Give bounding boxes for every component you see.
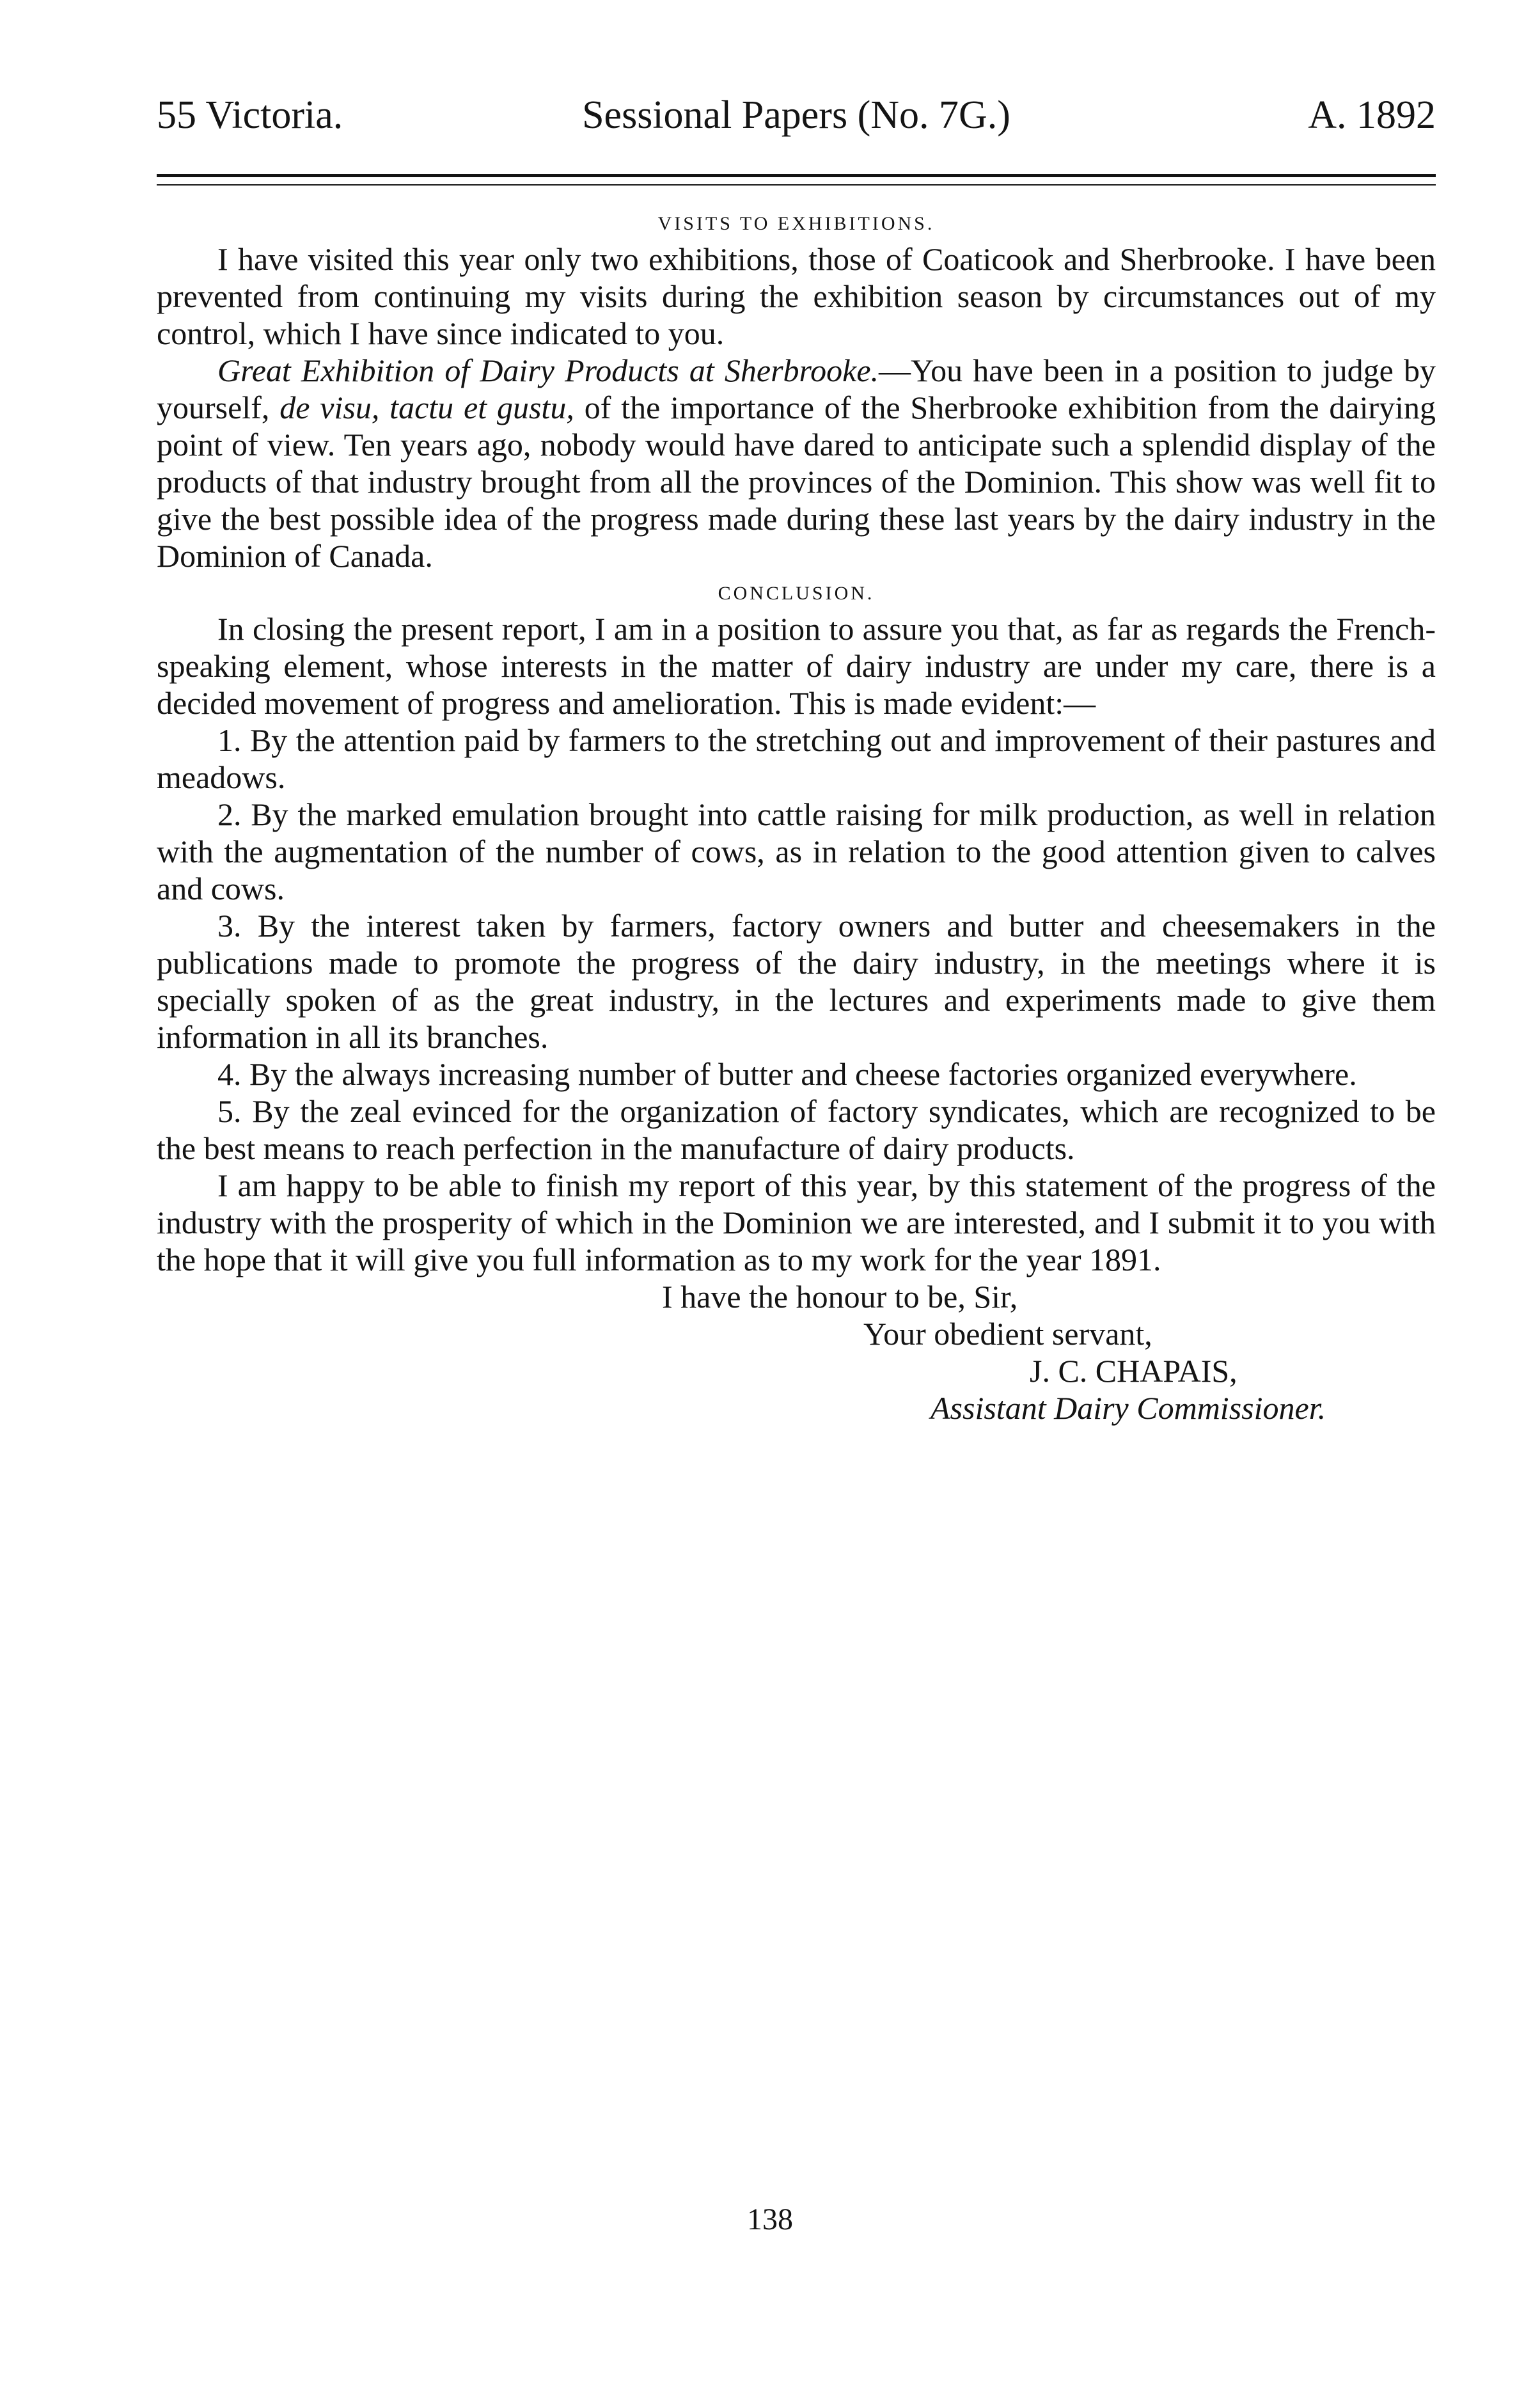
- header-volume: 55 Victoria.: [157, 93, 343, 137]
- paragraph-final: I am happy to be able to finish my report of this year, by this statement of the progress of the industry with the prosperity of which in the Dominion we are interested, and I submit it to you with the hope that it will give you full information as to my work for the year 1891.: [157, 1167, 1436, 1277]
- paragraph-sherbrooke: [157, 352, 1436, 574]
- list-item-4: 4. By the always increasing number of butter and cheese factories organized everywhere.: [217, 1056, 1357, 1092]
- closing-servant: Your obedient servant,: [863, 1316, 1152, 1352]
- page-number: 138: [747, 2202, 793, 2236]
- closing-salutation: I have the honour to be, Sir,: [662, 1279, 1018, 1315]
- header-rule-thin: [157, 184, 1436, 186]
- list-item-3: 3. By the interest taken by farmers, factory owners and butter and cheesemakers in the publications made to promote the progress of the dairy industry, in the meetings where it is specially spoken of as the great industry, in the lectures and experiments made to give them information in all its branches.: [157, 908, 1436, 1055]
- sherbrooke-text-a: —You have been in a position to judge by yourself,: [157, 352, 1436, 425]
- sherbrooke-title: Great Exhibition of Dairy Products at Sherbrooke.: [217, 352, 879, 388]
- report-body: [157, 205, 1436, 1427]
- sherbrooke-text-b: of the importance of the Sherbrooke exhibition from the dairying point of view. Ten years ago, nobody would have dared to anticipate such a splendid display of the products of that industry brought from all the provinces of the Dominion. This show was well fit to give the best possible idea of the progress made during these last years by the dairy industry in the Dominion of Canada.: [157, 390, 1436, 574]
- paragraph-conclusion-intro: In closing the present report, I am in a position to assure you that, as far as regards the French-speaking element, whose interests in the matter of dairy industry are under my care, there is a decided movement of progress and amelioration. This is made evident:—: [157, 611, 1436, 721]
- section-heading-visits: VISITS TO EXHIBITIONS.: [657, 213, 935, 234]
- header-year: A. 1892: [1308, 93, 1436, 137]
- header-sessional-papers: Sessional Papers (No. 7G.): [582, 93, 1010, 137]
- section-heading-conclusion: CONCLUSION.: [718, 583, 875, 604]
- signatory-name: J. C. CHAPAIS,: [1030, 1353, 1238, 1389]
- list-item-2: 2. By the marked emulation brought into cattle raising for milk production, as well in relation with the augmentation of the number of cows, as in relation to the good attention given to calves and cows.: [157, 796, 1436, 906]
- list-item-5: 5. By the zeal evinced for the organization of factory syndicates, which are recognized to be the best means to reach perfection in the manufacture of dairy products.: [157, 1093, 1436, 1166]
- latin-phrase: de visu, tactu et gustu,: [279, 390, 574, 425]
- list-item-1: 1. By the attention paid by farmers to the stretching out and improvement of their pastures and meadows.: [157, 722, 1436, 795]
- header-rule-thick: [157, 174, 1436, 177]
- signatory-title: Assistant Dairy Commissioner.: [931, 1390, 1326, 1426]
- signature-block: [157, 1278, 1436, 1427]
- running-header: [157, 90, 1436, 141]
- paragraph-visits: I have visited this year only two exhibitions, those of Coaticook and Sherbrooke. I have been prevented from continuing my visits during the exhibition season by circumstances out of my control, which I have since indicated to you.: [157, 241, 1436, 351]
